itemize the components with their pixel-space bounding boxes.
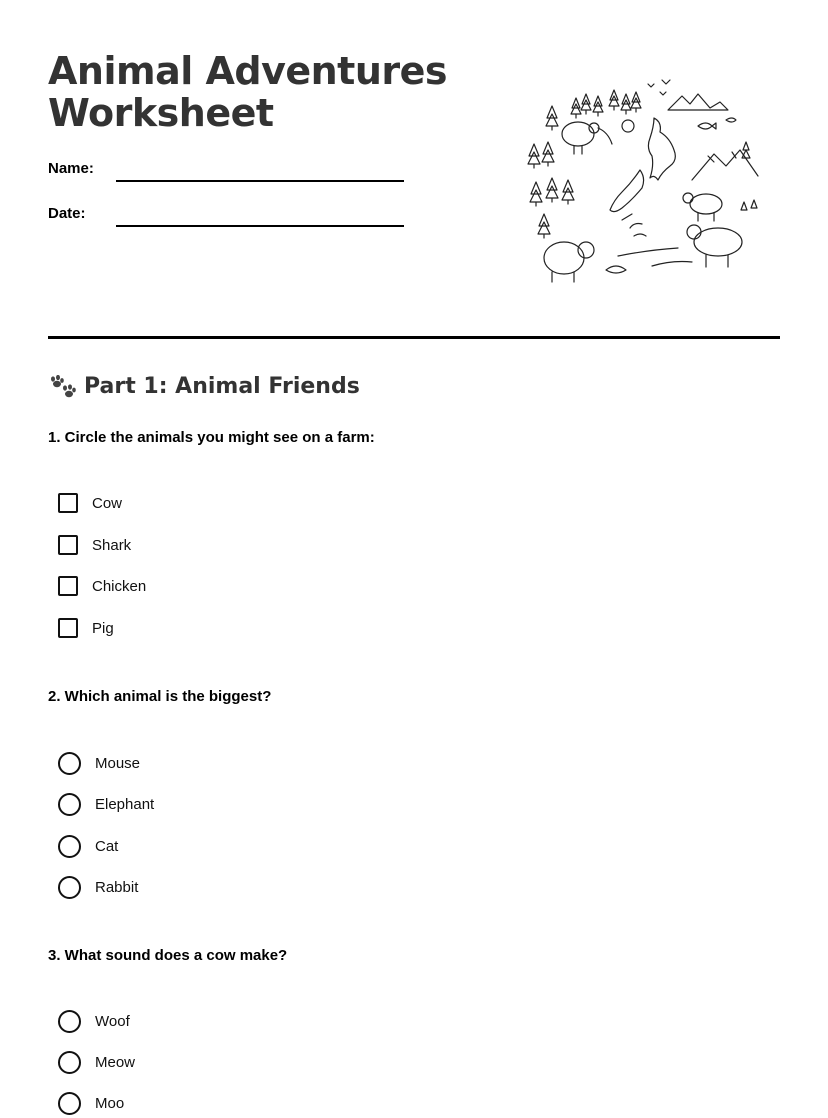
option-elephant[interactable]: [58, 792, 154, 816]
option-label: Elephant: [95, 795, 155, 813]
option-woof[interactable]: [58, 1009, 130, 1033]
option-label: Cat: [95, 837, 119, 855]
paw-prints-icon: [48, 375, 76, 399]
option-cat[interactable]: [58, 834, 118, 858]
radio-button[interactable]: [58, 1010, 81, 1033]
worksheet-title: [48, 50, 468, 134]
radio-button[interactable]: [58, 752, 81, 775]
radio-button[interactable]: [58, 1092, 81, 1115]
radio-button[interactable]: [58, 1051, 81, 1074]
option-cow[interactable]: [58, 491, 122, 515]
option-label: Moo: [95, 1094, 125, 1112]
checkbox[interactable]: [58, 618, 78, 638]
option-pig[interactable]: [58, 616, 114, 640]
option-rabbit[interactable]: [58, 875, 138, 899]
date-label: Date:: [48, 205, 86, 222]
pig-icon: [544, 242, 594, 282]
option-label: Mouse: [95, 754, 141, 772]
question-1: 1. Circle the animals you might see on a farm:: [48, 429, 375, 446]
option-label: Cow: [92, 494, 123, 512]
tree-icon: [546, 90, 641, 130]
name-label: Name:: [48, 160, 94, 177]
option-mouse[interactable]: [58, 751, 140, 775]
checkbox[interactable]: [58, 493, 78, 513]
nz-animals-map-illustration: [522, 70, 762, 290]
sheep-icon: [683, 193, 742, 267]
radio-button[interactable]: [58, 835, 81, 858]
option-moo[interactable]: [58, 1091, 124, 1115]
checkbox[interactable]: [58, 535, 78, 555]
checkbox[interactable]: [58, 576, 78, 596]
date-field[interactable]: [116, 225, 404, 227]
option-label: Pig: [92, 619, 114, 637]
option-meow[interactable]: [58, 1050, 135, 1074]
kiwi-icon: [562, 122, 612, 154]
option-shark[interactable]: [58, 533, 131, 557]
option-chicken[interactable]: [58, 574, 146, 598]
title-line-1: Animal Adventures: [48, 49, 448, 93]
option-label: Woof: [95, 1012, 130, 1030]
name-field[interactable]: [116, 180, 404, 182]
option-label: Shark: [92, 536, 132, 554]
part1-heading: [48, 374, 360, 399]
section-divider: [48, 336, 780, 339]
question-2: 2. Which animal is the biggest?: [48, 688, 272, 705]
question-3: 3. What sound does a cow make?: [48, 947, 288, 964]
part1-title: Part 1: Animal Friends: [84, 374, 360, 399]
option-label: Chicken: [92, 577, 147, 595]
option-label: Rabbit: [95, 878, 139, 896]
radio-button[interactable]: [58, 876, 81, 899]
radio-button[interactable]: [58, 793, 81, 816]
title-line-2: Worksheet: [48, 91, 274, 135]
option-label: Meow: [95, 1053, 136, 1071]
